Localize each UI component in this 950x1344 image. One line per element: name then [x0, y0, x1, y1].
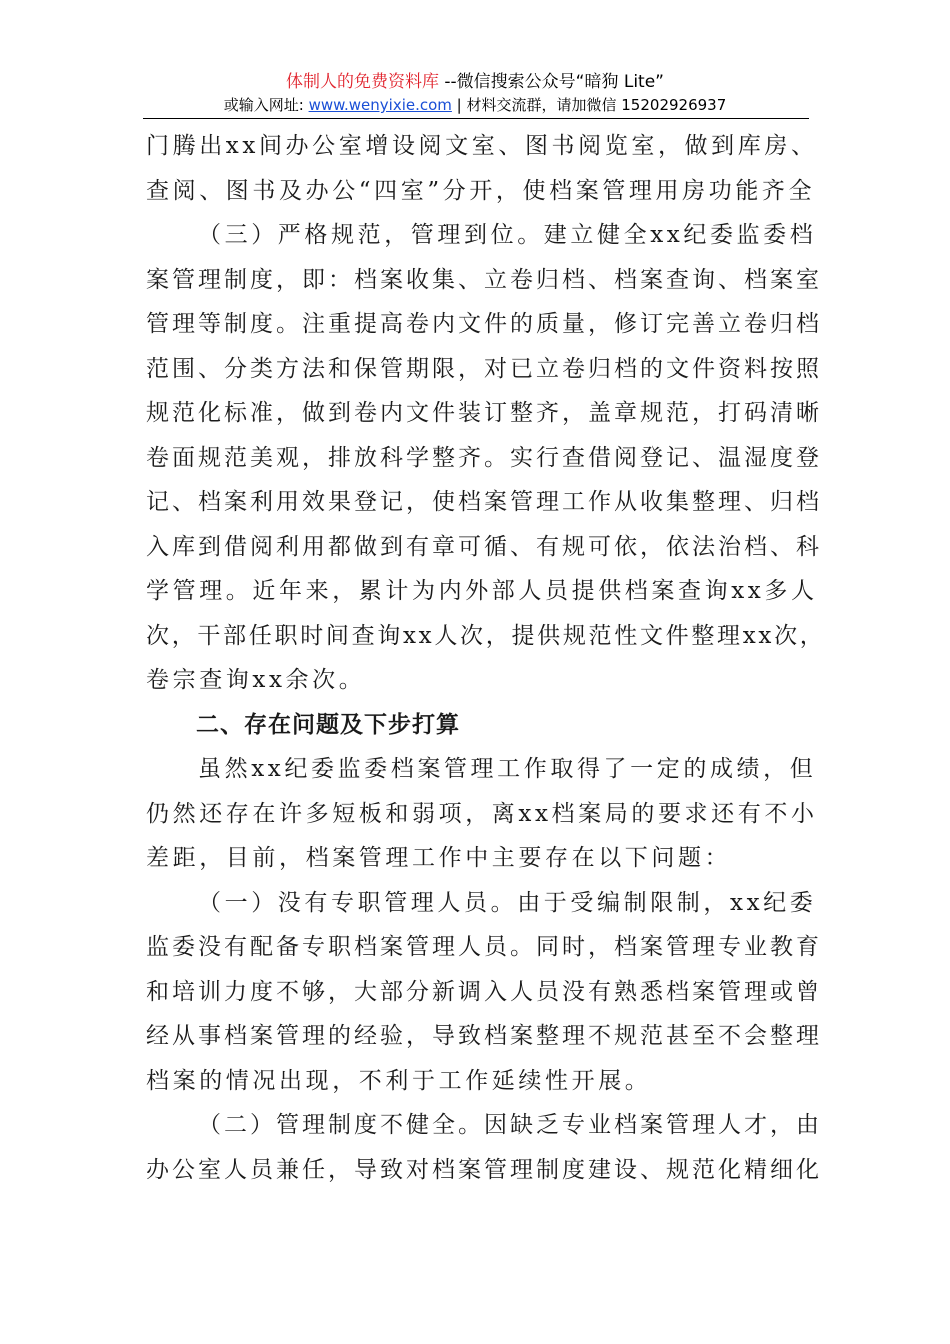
- text-line: 经从事档案管理的经验，导致档案整理不规范甚至不会整理: [146, 1023, 822, 1049]
- paragraph-start: （二）管理制度不健全。因缺乏专业档案管理人才，由: [198, 1112, 822, 1138]
- text-line: 记、档案利用效果登记，使档案管理工作从收集整理、归档: [146, 489, 822, 515]
- text-line: 查阅、图书及办公“四室”分开，使档案管理用房功能齐全: [146, 177, 816, 204]
- text-line: 范围、分类方法和保管期限，对已立卷归档的文件资料按照: [146, 355, 822, 382]
- brand-name: 体制人的免费资料库: [285, 72, 439, 92]
- text-line: 次，干部任职时间查询xx人次，提供规范性文件整理xx次，: [146, 622, 826, 649]
- text-line: 规范化标准，做到卷内文件装订整齐，盖章规范，打码清晰: [146, 400, 822, 426]
- paragraph-start: （一）没有专职管理人员。由于受编制限制，xx纪委: [198, 889, 817, 916]
- text-line: 差距，目前，档案管理工作中主要存在以下问题：: [146, 845, 732, 871]
- url-prefix: 或输入网址:: [223, 96, 309, 114]
- header-contact-line: [140, 94, 810, 116]
- text-line: 办公室人员兼任，导致对档案管理制度建设、规范化精细化: [146, 1156, 822, 1183]
- page-header: [140, 70, 810, 116]
- text-line: 卷宗查询xx余次。: [146, 667, 366, 693]
- website-link[interactable]: www.wenyixie.com: [308, 96, 452, 114]
- text-line: 监委没有配备专职档案管理人员。同时，档案管理专业教育: [146, 934, 822, 960]
- section-heading: 二、存在问题及下步打算: [196, 711, 460, 738]
- paragraph-start: 虽然xx纪委监委档案管理工作取得了一定的成绩，但: [198, 756, 817, 782]
- text-line: 学管理。近年来，累计为内外部人员提供档案查询xx多人: [146, 578, 818, 604]
- contact-info: | 材料交流群，请加微信 15202926937: [451, 96, 727, 114]
- header-title-line: [140, 70, 810, 94]
- text-line: 管理等制度。注重提高卷内文件的质量，修订完善立卷归档: [146, 311, 822, 337]
- text-line: 仍然还存在许多短板和弱项，离xx档案局的要求还有不小: [146, 800, 818, 827]
- text-line: 案管理制度，即：档案收集、立卷归档、档案查询、档案室: [146, 266, 822, 293]
- header-divider: [143, 118, 809, 119]
- paragraph-start: （三）严格规范，管理到位。建立健全xx纪委监委档: [198, 222, 817, 248]
- text-line: 档案的情况出现，不利于工作延续性开展。: [146, 1067, 652, 1094]
- text-line: 门腾出xx间办公室增设阅文室、图书阅览室，做到库房、: [146, 133, 818, 159]
- text-line: 入库到借阅利用都做到有章可循、有规可依，依法治档、科: [146, 533, 822, 560]
- document-body: [146, 124, 826, 1192]
- text-line: 卷面规范美观，排放科学整齐。实行查借阅登记、温湿度登: [146, 444, 822, 471]
- header-tagline: --微信搜索公众号“暗狗 Lite”: [438, 72, 664, 92]
- text-line: 和培训力度不够，大部分新调入人员没有熟悉档案管理或曾: [146, 978, 822, 1005]
